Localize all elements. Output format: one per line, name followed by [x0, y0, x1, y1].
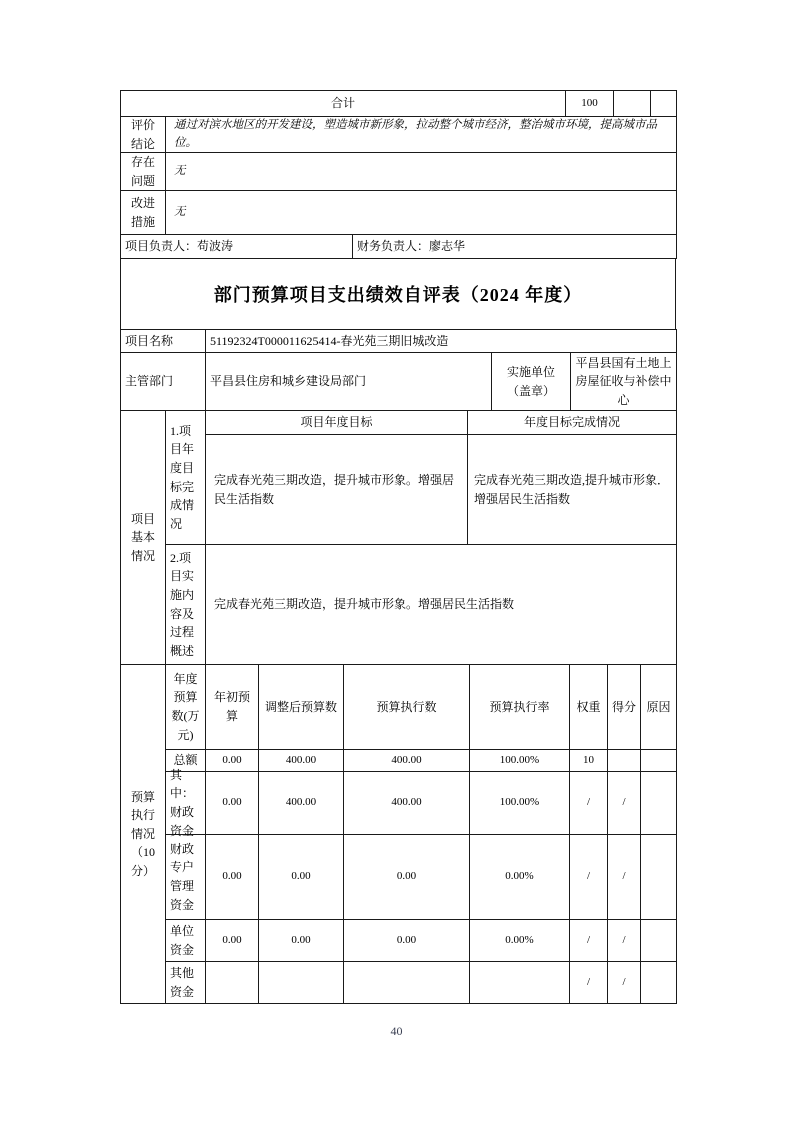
budget-row-special-account [166, 835, 677, 920]
title-band [120, 259, 676, 329]
project-name-row [121, 330, 677, 353]
budget-weight-value: / [570, 962, 608, 1004]
project-name-value: 51192324T000011625414-春光苑三期旧城改造 [206, 330, 677, 353]
budget-score-value: / [608, 835, 641, 920]
finance-manager-label: 财务负责人： [357, 239, 430, 254]
budget-header-adjusted: 调整后预算数 [259, 665, 344, 750]
measures-row [121, 191, 677, 235]
problems-row [121, 153, 677, 191]
problems-label: 存在问题 [121, 153, 166, 191]
budget-weight-value: / [570, 835, 608, 920]
problems-text: 无 [166, 153, 677, 191]
budget-header-row [166, 665, 677, 750]
conclusion-row [121, 117, 677, 153]
annual-goal-columns [206, 411, 677, 545]
budget-adjusted-value: 400.00 [259, 772, 344, 835]
budget-score-value [608, 750, 641, 772]
budget-row-label: 总额 [166, 750, 206, 772]
budget-table [166, 665, 677, 1004]
budget-rate-value [470, 962, 570, 1004]
project-name-label: 项目名称 [121, 330, 206, 353]
goal-header: 项目年度目标 [206, 411, 468, 435]
summary-table [120, 90, 677, 259]
budget-adjusted-value: 0.00 [259, 920, 344, 962]
budget-rate-value: 100.00% [470, 750, 570, 772]
self-evaluation-table [120, 329, 677, 1004]
budget-header-executed: 预算执行数 [344, 665, 470, 750]
budget-header-reason: 原因 [641, 665, 677, 750]
total-score: 100 [566, 91, 614, 117]
department-value: 平昌县住房和城乡建设局部门 [206, 353, 492, 411]
department-label: 主管部门 [121, 353, 206, 411]
budget-row-label: 其他资金 [166, 962, 206, 1004]
budget-adjusted-value: 400.00 [259, 750, 344, 772]
annual-goal-block-label: 1.项目年度目标完成情况 [166, 411, 206, 545]
project-manager-name: 苟波涛 [197, 239, 234, 254]
budget-row-fiscal [166, 767, 677, 838]
implementation-block [166, 545, 677, 665]
budget-header-weight: 权重 [570, 665, 608, 750]
budget-weight-value: 10 [570, 750, 608, 772]
budget-section-label: 预算执行情况（10分） [121, 665, 166, 1004]
budget-executed-value: 0.00 [344, 920, 470, 962]
budget-initial-value: 0.00 [206, 835, 259, 920]
finance-manager-cell [353, 235, 677, 259]
budget-row-total [166, 750, 677, 772]
measures-text: 无 [166, 191, 677, 235]
implementation-block-label: 2.项目实施内容及过程概述 [166, 545, 206, 665]
budget-reason-value [641, 962, 677, 1004]
budget-adjusted-value [259, 962, 344, 1004]
total-label: 合计 [121, 91, 566, 117]
budget-row-label: 其中：财政资金 [166, 772, 206, 835]
conclusion-label: 评价结论 [121, 117, 166, 153]
budget-initial-value [206, 962, 259, 1004]
budget-weight-value: / [570, 772, 608, 835]
budget-rate-value: 0.00% [470, 835, 570, 920]
budget-score-value: / [608, 772, 641, 835]
annual-goal-headers [206, 411, 677, 435]
completion-text: 完成春光苑三期改造,提升城市形象．增强居民生活指数 [468, 435, 677, 545]
budget-reason-value [641, 920, 677, 962]
budget-initial-value: 0.00 [206, 750, 259, 772]
budget-initial-value: 0.00 [206, 920, 259, 962]
completion-header: 年度目标完成情况 [468, 411, 677, 435]
project-manager-label: 项目负责人： [125, 239, 198, 254]
annual-goal-content [206, 435, 677, 545]
implementing-unit-value: 平昌县国有土地上房屋征收与补偿中心 [571, 353, 677, 411]
budget-header-score: 得分 [608, 665, 641, 750]
budget-row-unit-funds [166, 920, 677, 962]
implementation-text: 完成春光苑三期改造，提升城市形象。增强居民生活指数 [206, 545, 677, 665]
page-number: 40 [390, 1024, 403, 1038]
basic-section-label: 项目基本情况 [121, 411, 166, 665]
implementing-unit-label: 实施单位（盖章） [492, 353, 571, 411]
budget-rate-value: 0.00% [470, 920, 570, 962]
conclusion-text: 通过对滨水地区的开发建设，塑造城市新形象，拉动整个城市经济，整治城市环境，提高城市品位。 [166, 117, 677, 153]
budget-row-other-funds [166, 962, 677, 1004]
budget-row-label: 财政专户管理资金 [166, 835, 206, 920]
total-score-empty-cell [614, 91, 651, 117]
budget-rate-value: 100.00% [470, 772, 570, 835]
department-row [121, 353, 677, 411]
measures-label: 改进措施 [121, 191, 166, 235]
budget-executed-value: 0.00 [344, 835, 470, 920]
budget-score-value: / [608, 962, 641, 1004]
budget-header-rate: 预算执行率 [470, 665, 570, 750]
budget-executed-value [344, 962, 470, 1004]
budget-initial-value: 0.00 [206, 772, 259, 835]
total-reason-empty-cell [651, 91, 677, 117]
budget-reason-value [641, 835, 677, 920]
budget-section [121, 665, 677, 1004]
budget-row-label: 单位资金 [166, 920, 206, 962]
managers-row [121, 235, 677, 259]
budget-reason-value [641, 772, 677, 835]
budget-executed-value: 400.00 [344, 772, 470, 835]
budget-reason-value [641, 750, 677, 772]
finance-manager-name: 廖志华 [429, 239, 466, 254]
total-row [121, 91, 677, 117]
annual-goal-block [166, 411, 677, 545]
project-manager-cell [121, 235, 353, 259]
budget-header-initial: 年初预算 [206, 665, 259, 750]
document-content [120, 90, 676, 1004]
basic-section [121, 411, 677, 665]
budget-executed-value: 400.00 [344, 750, 470, 772]
basic-section-body [166, 411, 677, 665]
budget-adjusted-value: 0.00 [259, 835, 344, 920]
budget-header-annual: 年度预算数(万元) [166, 665, 206, 750]
budget-weight-value: / [570, 920, 608, 962]
budget-score-value: / [608, 920, 641, 962]
page-title: 部门预算项目支出绩效自评表（2024 年度） [213, 285, 583, 305]
goal-text: 完成春光苑三期改造，提升城市形象。增强居民生活指数 [206, 435, 468, 545]
